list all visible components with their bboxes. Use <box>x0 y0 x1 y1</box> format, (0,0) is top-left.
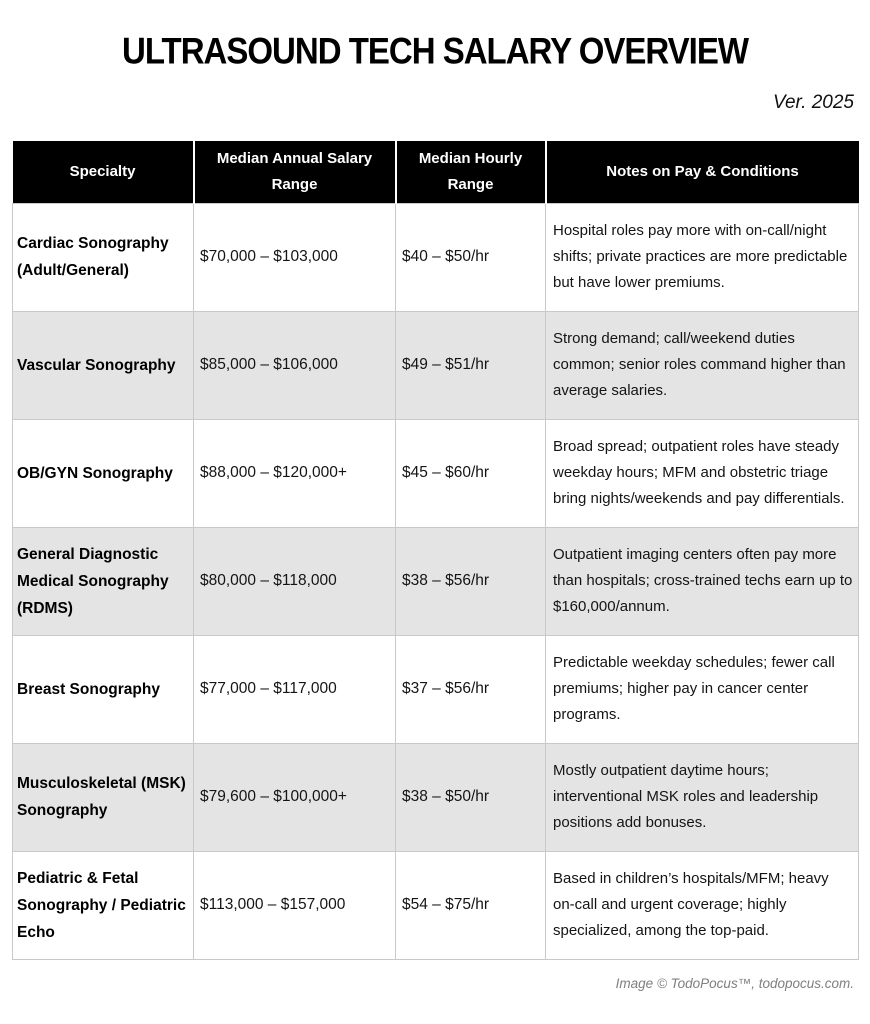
cell-notes: Hospital roles pay more with on-call/night shifts; private practices are more predictable but have lower premiums. <box>546 203 859 311</box>
table-row <box>13 311 859 419</box>
cell-specialty: Vascular Sonography <box>13 311 194 419</box>
cell-hourly-range: $45 – $60/hr <box>396 419 546 527</box>
cell-annual-salary: $88,000 – $120,000+ <box>194 419 396 527</box>
cell-hourly-range: $54 – $75/hr <box>396 851 546 959</box>
cell-hourly-range: $37 – $56/hr <box>396 635 546 743</box>
column-header-annual-salary: Median Annual Salary Range <box>194 141 396 203</box>
table-row <box>13 743 859 851</box>
cell-specialty: OB/GYN Sonography <box>13 419 194 527</box>
table-row <box>13 203 859 311</box>
cell-hourly-range: $40 – $50/hr <box>396 203 546 311</box>
cell-hourly-range: $49 – $51/hr <box>396 311 546 419</box>
table-row <box>13 851 859 959</box>
cell-notes: Based in children’s hospitals/MFM; heavy on-call and urgent coverage; highly specialized, among the top-paid. <box>546 851 859 959</box>
cell-notes: Outpatient imaging centers often pay more than hospitals; cross-trained techs earn up to $160,000/annum. <box>546 527 859 635</box>
table-row <box>13 635 859 743</box>
column-header-specialty: Specialty <box>13 141 194 203</box>
cell-annual-salary: $80,000 – $118,000 <box>194 527 396 635</box>
cell-annual-salary: $77,000 – $117,000 <box>194 635 396 743</box>
page <box>0 30 870 1024</box>
cell-notes: Strong demand; call/weekend duties common; senior roles command higher than average salaries. <box>546 311 859 419</box>
table-row <box>13 527 859 635</box>
attribution-text: Image © TodoPocus™, todopocus.com. <box>615 975 854 991</box>
cell-annual-salary: $85,000 – $106,000 <box>194 311 396 419</box>
table-row <box>13 419 859 527</box>
cell-specialty: Pediatric & Fetal Sonography / Pediatric Echo <box>13 851 194 959</box>
version-label: Ver. 2025 <box>773 92 854 113</box>
page-title: ULTRASOUND TECH SALARY OVERVIEW <box>122 30 748 72</box>
column-header-notes: Notes on Pay & Conditions <box>546 141 859 203</box>
cell-specialty: Cardiac Sonography (Adult/General) <box>13 203 194 311</box>
cell-notes: Broad spread; outpatient roles have steady weekday hours; MFM and obstetric triage bring nights/weekends and pay differentials. <box>546 419 859 527</box>
cell-specialty: Musculoskeletal (MSK) Sonography <box>13 743 194 851</box>
cell-annual-salary: $113,000 – $157,000 <box>194 851 396 959</box>
salary-table <box>12 141 859 960</box>
cell-hourly-range: $38 – $50/hr <box>396 743 546 851</box>
cell-annual-salary: $79,600 – $100,000+ <box>194 743 396 851</box>
cell-specialty: General Diagnostic Medical Sonography (RDMS) <box>13 527 194 635</box>
cell-notes: Predictable weekday schedules; fewer call premiums; higher pay in cancer center programs. <box>546 635 859 743</box>
cell-specialty: Breast Sonography <box>13 635 194 743</box>
cell-notes: Mostly outpatient daytime hours; interventional MSK roles and leadership positions add bonuses. <box>546 743 859 851</box>
cell-hourly-range: $38 – $56/hr <box>396 527 546 635</box>
cell-annual-salary: $70,000 – $103,000 <box>194 203 396 311</box>
table-header-row <box>13 141 859 203</box>
column-header-hourly-range: Median Hourly Range <box>396 141 546 203</box>
